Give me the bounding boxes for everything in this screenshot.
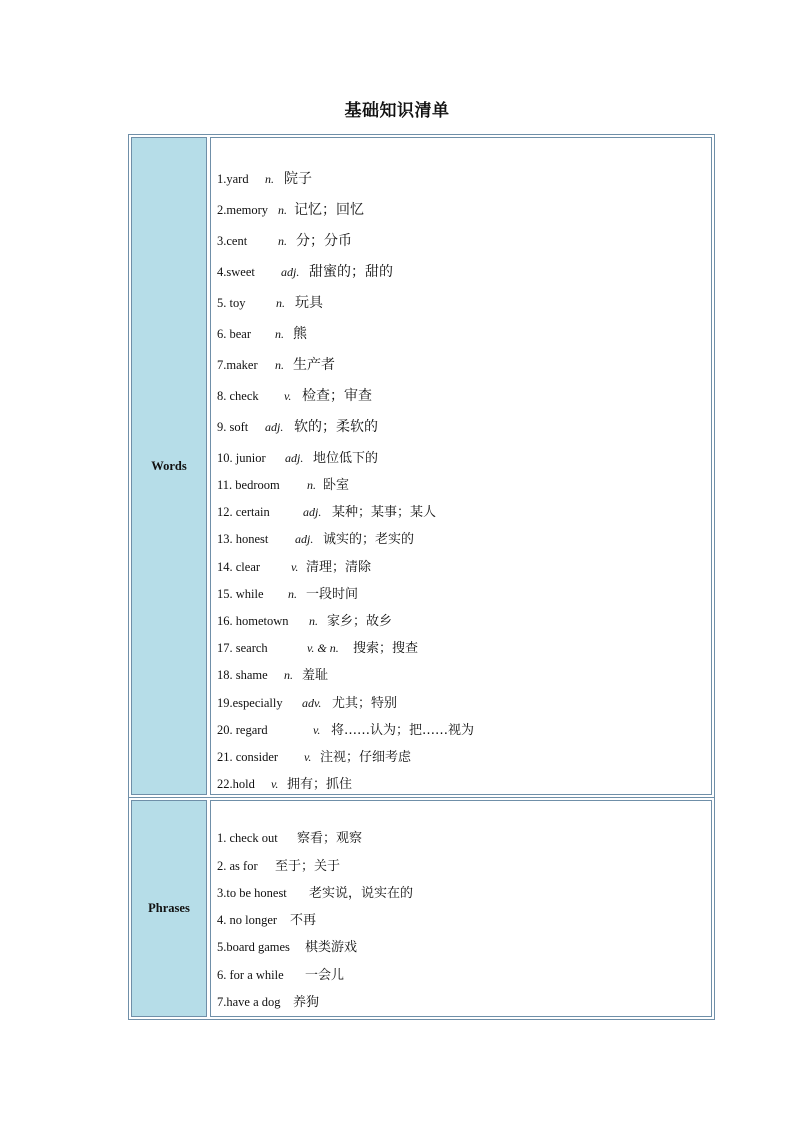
- word-english: 17. search: [217, 641, 268, 655]
- word-pos: v.: [271, 777, 279, 791]
- phrase-entry: [217, 991, 319, 1010]
- word-chinese: 软的；柔软的: [294, 419, 378, 435]
- phrase-chinese: 不再: [290, 913, 317, 928]
- word-entry: [217, 528, 414, 547]
- word-chinese: 注视；仔细考虑: [320, 750, 412, 765]
- word-entry: [217, 354, 335, 374]
- word-english: 16. hometown: [217, 614, 289, 628]
- word-entry: [217, 261, 393, 281]
- word-pos: n.: [288, 587, 297, 601]
- word-english: 4.sweet: [217, 265, 255, 279]
- word-chinese: 分；分币: [296, 233, 352, 249]
- word-english: 7.maker: [217, 358, 258, 372]
- phrase-english: 1. check out: [217, 831, 278, 845]
- phrase-english: 6. for a while: [217, 968, 284, 982]
- phrases-content: [210, 800, 712, 1017]
- word-english: 14. clear: [217, 560, 261, 574]
- phrase-chinese: 养狗: [293, 995, 320, 1010]
- word-chinese: 检查；审查: [302, 388, 372, 404]
- word-entry: [217, 692, 397, 711]
- word-english: 19.especially: [217, 696, 283, 710]
- word-chinese: 清理；清除: [306, 560, 372, 575]
- word-english: 8. check: [217, 389, 259, 403]
- word-pos: n.: [278, 234, 287, 248]
- word-chinese: 羞耻: [302, 668, 329, 683]
- word-chinese: 熊: [293, 326, 307, 342]
- phrase-chinese: 至于；关于: [275, 859, 341, 874]
- word-pos: n.: [275, 358, 284, 372]
- word-entry: [217, 447, 378, 466]
- word-pos: n.: [275, 327, 284, 341]
- word-chinese: 甜蜜的；甜的: [309, 264, 393, 280]
- word-english: 13. honest: [217, 532, 269, 546]
- phrase-entry: [217, 936, 357, 955]
- phrase-chinese: 一会儿: [305, 968, 345, 983]
- phrase-chinese: 棋类游戏: [305, 940, 358, 955]
- word-pos: v. & n.: [307, 641, 339, 655]
- phrase-english: 3.to be honest: [217, 886, 287, 900]
- word-english: 9. soft: [217, 420, 249, 434]
- page-title: 基础知识清单: [344, 101, 450, 121]
- word-pos: v.: [313, 723, 321, 737]
- word-entry: [217, 323, 307, 343]
- word-entry: [217, 556, 371, 575]
- word-chinese: 拥有；抓住: [287, 777, 353, 792]
- word-pos: n.: [307, 478, 316, 492]
- word-entry: [217, 773, 352, 792]
- word-pos: adj.: [265, 420, 284, 434]
- words-content: [210, 137, 712, 795]
- word-entry: [217, 746, 411, 765]
- word-english: 10. junior: [217, 451, 266, 465]
- word-pos: n.: [278, 203, 287, 217]
- word-chinese: 家乡；故乡: [327, 614, 393, 629]
- word-entry: [217, 719, 474, 738]
- word-pos: v.: [291, 560, 299, 574]
- word-pos: n.: [309, 614, 318, 628]
- phrase-entry: [217, 882, 413, 901]
- word-chinese: 院子: [284, 171, 312, 187]
- phrase-english: 7.have a dog: [217, 995, 281, 1009]
- word-pos: n.: [265, 172, 274, 186]
- phrase-entry: [217, 964, 344, 983]
- phrase-chinese: 老实说，说实在的: [309, 886, 414, 901]
- word-entry: [217, 199, 364, 219]
- word-chinese: 搜索；搜查: [353, 641, 419, 656]
- word-english: 3.cent: [217, 234, 248, 248]
- phrase-english: 5.board games: [217, 940, 290, 954]
- word-entry: [217, 637, 418, 656]
- phrases-label: Phrases: [131, 800, 207, 1017]
- word-pos: n.: [276, 296, 285, 310]
- word-english: 12. certain: [217, 505, 270, 519]
- phrase-english: 4. no longer: [217, 913, 278, 927]
- word-pos: adj.: [303, 505, 322, 519]
- words-label: Words: [131, 137, 207, 795]
- word-chinese: 诚实的；老实的: [323, 532, 415, 547]
- phrase-entry: [217, 909, 316, 928]
- word-english: 18. shame: [217, 668, 268, 682]
- phrase-english: 2. as for: [217, 859, 258, 873]
- phrase-entry: [217, 827, 362, 846]
- word-chinese: 记忆；回忆: [294, 202, 364, 218]
- word-english: 15. while: [217, 587, 264, 601]
- word-entry: [217, 416, 378, 436]
- word-english: 22.hold: [217, 777, 255, 791]
- word-english: 1.yard: [217, 172, 249, 186]
- word-pos: adj.: [295, 532, 314, 546]
- word-english: 20. regard: [217, 723, 268, 737]
- word-entry: [217, 474, 349, 493]
- word-entry: [217, 610, 392, 629]
- word-chinese: 一段时间: [306, 587, 359, 602]
- word-english: 21. consider: [217, 750, 279, 764]
- phrases-section: [128, 797, 715, 1020]
- word-english: 2.memory: [217, 203, 269, 217]
- word-entry: [217, 583, 358, 602]
- word-chinese: 尤其；特别: [332, 696, 398, 711]
- word-chinese: 某种；某事；某人: [332, 505, 437, 520]
- words-section: [128, 134, 715, 798]
- phrase-chinese: 察看；观察: [297, 831, 363, 846]
- word-chinese: 将……认为；把……视为: [331, 723, 475, 738]
- word-entry: [217, 292, 323, 312]
- word-chinese: 地位低下的: [313, 451, 379, 466]
- word-entry: [217, 501, 436, 520]
- word-chinese: 卧室: [323, 478, 350, 493]
- word-pos: n.: [284, 668, 293, 682]
- word-chinese: 玩具: [295, 295, 323, 311]
- word-pos: adv.: [302, 696, 322, 710]
- word-english: 6. bear: [217, 327, 252, 341]
- word-english: 5. toy: [217, 296, 246, 310]
- word-pos: adj.: [285, 451, 304, 465]
- word-entry: [217, 230, 352, 250]
- word-entry: [217, 664, 328, 683]
- word-pos: adj.: [281, 265, 300, 279]
- phrase-entry: [217, 855, 340, 874]
- word-english: 11. bedroom: [217, 478, 280, 492]
- word-entry: [217, 385, 372, 405]
- word-pos: v.: [284, 389, 292, 403]
- word-entry: [217, 168, 312, 188]
- word-pos: v.: [304, 750, 312, 764]
- word-chinese: 生产者: [293, 357, 335, 373]
